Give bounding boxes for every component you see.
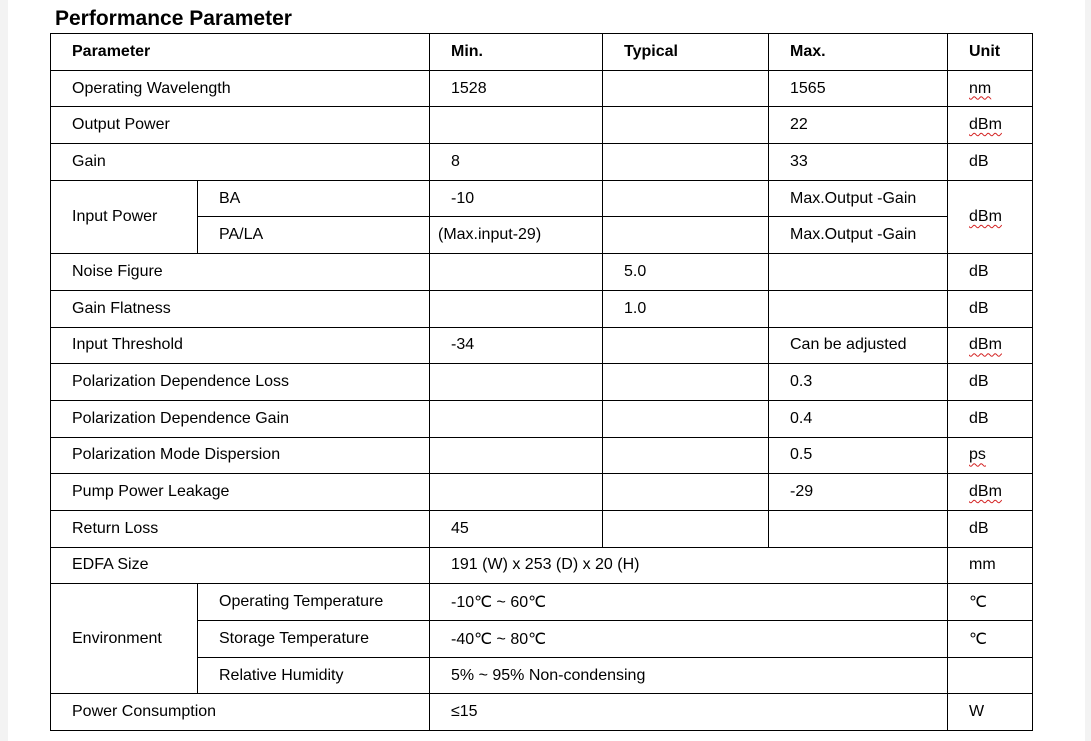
max-cell xyxy=(769,510,948,547)
table-row xyxy=(51,327,1033,364)
unit-cell: dB xyxy=(948,364,1033,401)
param-label: Input Power xyxy=(51,180,198,253)
typical-cell xyxy=(603,107,769,144)
unit-cell xyxy=(948,657,1033,694)
typical-cell xyxy=(603,400,769,437)
typical-cell xyxy=(603,364,769,401)
max-cell: Can be adjusted xyxy=(769,327,948,364)
param-label: EDFA Size xyxy=(51,547,430,584)
table-row xyxy=(51,70,1033,107)
sub-param-label: Operating Temperature xyxy=(198,584,430,621)
typical-cell: 5.0 xyxy=(603,254,769,291)
table-row xyxy=(51,254,1033,291)
table-row xyxy=(51,107,1033,144)
unit-cell: W xyxy=(948,694,1033,731)
max-cell: 1565 xyxy=(769,70,948,107)
table-row xyxy=(51,694,1033,731)
min-cell xyxy=(430,474,603,511)
typical-cell xyxy=(603,327,769,364)
table-row xyxy=(51,547,1033,584)
min-cell: -10 xyxy=(430,180,603,217)
unit-cell: ℃ xyxy=(948,584,1033,621)
table-row xyxy=(51,180,1033,217)
unit-cell: nm xyxy=(948,70,1033,107)
min-cell: 1528 xyxy=(430,70,603,107)
param-label: Environment xyxy=(51,584,198,694)
header-parameter: Parameter xyxy=(51,34,430,71)
min-cell: (Max.input-29) xyxy=(430,217,603,254)
param-label: Pump Power Leakage xyxy=(51,474,430,511)
max-cell: 0.5 xyxy=(769,437,948,474)
max-cell: 0.3 xyxy=(769,364,948,401)
unit-cell: dB xyxy=(948,290,1033,327)
sub-param-label: PA/LA xyxy=(198,217,430,254)
unit-cell: dB xyxy=(948,254,1033,291)
unit-cell: ps xyxy=(948,437,1033,474)
table-row xyxy=(51,437,1033,474)
param-label: Gain Flatness xyxy=(51,290,430,327)
table-row xyxy=(51,510,1033,547)
max-cell: 33 xyxy=(769,144,948,181)
table-row xyxy=(51,657,1033,694)
min-cell xyxy=(430,254,603,291)
table-row xyxy=(51,621,1033,658)
unit-cell: dBm xyxy=(948,474,1033,511)
header-max: Max. xyxy=(769,34,948,71)
unit-cell: dB xyxy=(948,144,1033,181)
typical-cell xyxy=(603,70,769,107)
value-cell: ≤15 xyxy=(430,694,948,731)
value-cell: 191 (W) x 253 (D) x 20 (H) xyxy=(430,547,948,584)
max-cell xyxy=(769,290,948,327)
sub-param-label: Storage Temperature xyxy=(198,621,430,658)
sub-param-label: BA xyxy=(198,180,430,217)
unit-cell: mm xyxy=(948,547,1033,584)
typical-cell xyxy=(603,510,769,547)
typical-cell xyxy=(603,144,769,181)
typical-cell xyxy=(603,180,769,217)
value-cell: 5% ~ 95% Non-condensing xyxy=(430,657,948,694)
min-cell xyxy=(430,364,603,401)
min-cell: 8 xyxy=(430,144,603,181)
param-label: Gain xyxy=(51,144,430,181)
param-label: Noise Figure xyxy=(51,254,430,291)
min-cell xyxy=(430,400,603,437)
performance-table xyxy=(50,33,1033,731)
max-cell: 22 xyxy=(769,107,948,144)
header-min: Min. xyxy=(430,34,603,71)
table-row xyxy=(51,400,1033,437)
unit-cell: ℃ xyxy=(948,621,1033,658)
unit-cell: dBm xyxy=(948,327,1033,364)
param-label: Return Loss xyxy=(51,510,430,547)
sub-param-label: Relative Humidity xyxy=(198,657,430,694)
min-cell: 45 xyxy=(430,510,603,547)
param-label: Polarization Dependence Gain xyxy=(51,400,430,437)
table-row xyxy=(51,474,1033,511)
header-unit: Unit xyxy=(948,34,1033,71)
unit-cell: dB xyxy=(948,510,1033,547)
unit-cell: dBm xyxy=(948,107,1033,144)
min-cell: -34 xyxy=(430,327,603,364)
param-label: Polarization Dependence Loss xyxy=(51,364,430,401)
table-row xyxy=(51,364,1033,401)
max-cell: 0.4 xyxy=(769,400,948,437)
typical-cell xyxy=(603,217,769,254)
typical-cell xyxy=(603,474,769,511)
unit-cell: dB xyxy=(948,400,1033,437)
unit-cell: dBm xyxy=(948,180,1033,253)
param-label: Input Threshold xyxy=(51,327,430,364)
typical-cell xyxy=(603,437,769,474)
param-label: Power Consumption xyxy=(51,694,430,731)
max-cell: -29 xyxy=(769,474,948,511)
header-typical: Typical xyxy=(603,34,769,71)
table-header-row xyxy=(51,34,1033,71)
min-cell xyxy=(430,107,603,144)
typical-cell: 1.0 xyxy=(603,290,769,327)
table-row xyxy=(51,217,1033,254)
param-label: Output Power xyxy=(51,107,430,144)
max-cell xyxy=(769,254,948,291)
table-row xyxy=(51,144,1033,181)
value-cell: -40℃ ~ 80℃ xyxy=(430,621,948,658)
page-title: Performance Parameter xyxy=(55,7,292,30)
max-cell: Max.Output -Gain xyxy=(769,180,948,217)
min-cell xyxy=(430,437,603,474)
table-row xyxy=(51,584,1033,621)
table-row xyxy=(51,290,1033,327)
param-label: Polarization Mode Dispersion xyxy=(51,437,430,474)
max-cell: Max.Output -Gain xyxy=(769,217,948,254)
min-cell xyxy=(430,290,603,327)
value-cell: -10℃ ~ 60℃ xyxy=(430,584,948,621)
param-label: Operating Wavelength xyxy=(51,70,430,107)
